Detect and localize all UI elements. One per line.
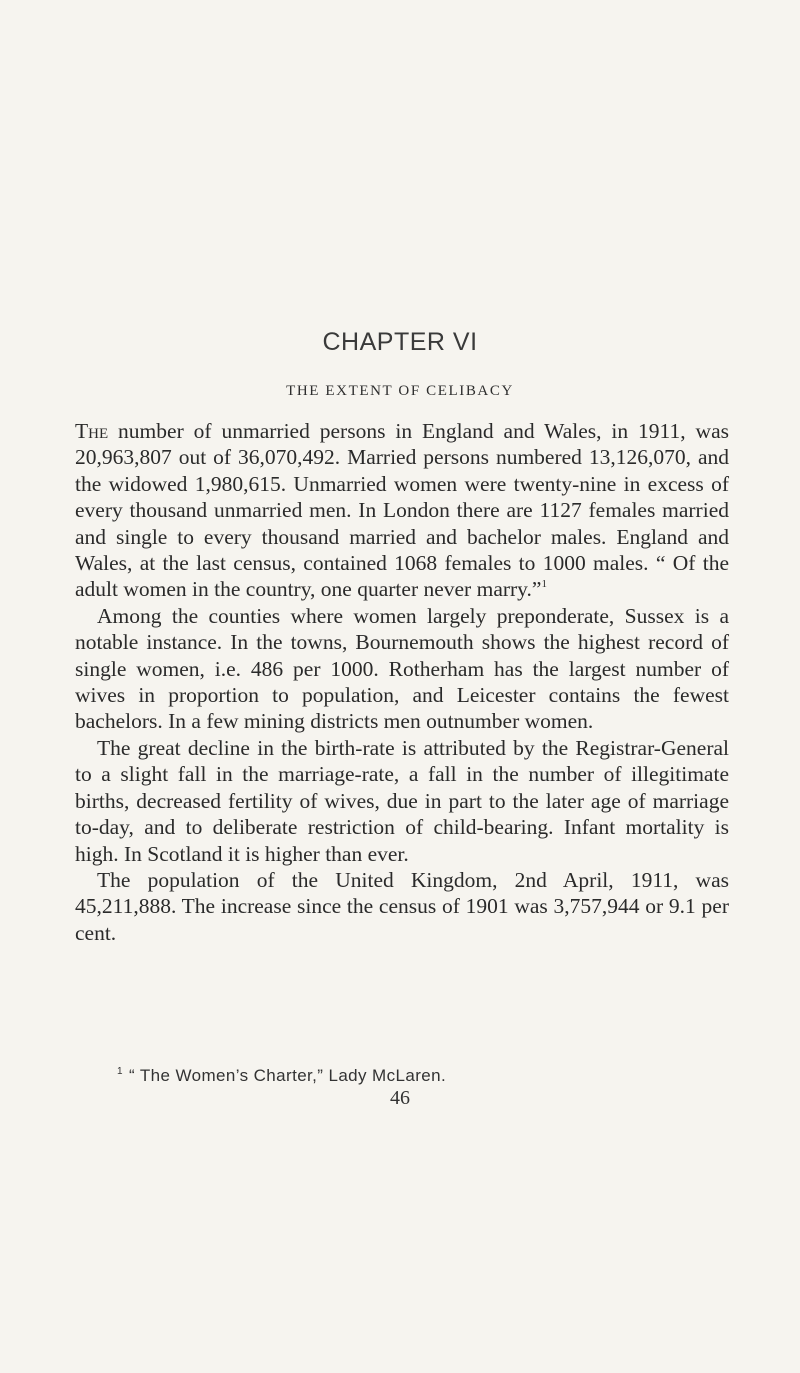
- paragraph-lead-word: The: [75, 419, 109, 443]
- body-text: [75, 418, 729, 946]
- paragraph-2: Among the counties where women largely preponderate, Sussex is a notable instance. In the towns, Bournemouth shows the highest record of single women, i.e. 486 per 1000. Rotherham has the largest number of wives in proportion to population, and Leicester contains the fewest bachelors. In a few mining districts men outnumber women.: [75, 603, 729, 734]
- footnote: [117, 1066, 737, 1086]
- paragraph-3: The great decline in the birth-rate is attributed by the Registrar-General to a slight fall in the marriage-rate, a fall in the number of illegitimate births, decreased fertility of wives, due in part to the later age of marriage to-day, and to deliberate restriction of child-bearing. Infant mortality is high. In Scotland it is higher than ever.: [75, 735, 729, 866]
- footnote-mark: 1: [117, 1066, 123, 1077]
- paragraph-1-text: number of unmarried persons in England and Wales, in 1911, was 20,963,807 out of 36,070,492. Married persons numbered 13,126,070, and the widowed 1,980,615. Unmarried women were twenty-nine in excess of every thousand unmarried men. In London there are 1127 females married and single to every thousand married and bachelor males. England and Wales, at the last census, contained 1068 females to 1000 males. “ Of the adult women in the country, one quarter never marry.”: [75, 419, 729, 602]
- chapter-heading: CHAPTER VI: [322, 328, 478, 356]
- page-number: 46: [390, 1087, 410, 1109]
- chapter-title: THE EXTENT OF CELIBACY: [286, 383, 514, 399]
- paragraph-1: [75, 418, 729, 603]
- footnote-text: “ The Women’s Charter,” Lady McLaren.: [128, 1066, 447, 1085]
- paragraph-4: The population of the United Kingdom, 2nd April, 1911, was 45,211,888. The increase since the census of 1901 was 3,757,944 or 9.1 per cent.: [75, 867, 729, 945]
- footnote-reference: 1: [541, 578, 547, 591]
